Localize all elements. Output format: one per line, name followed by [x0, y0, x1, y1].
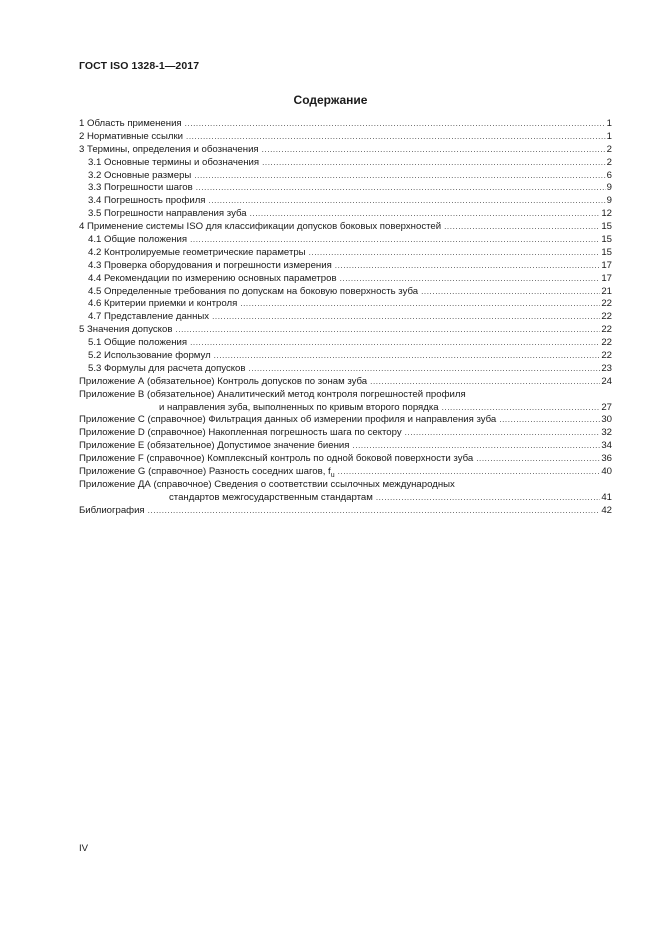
dot-leader [262, 157, 606, 170]
toc-entry[interactable] [79, 363, 612, 376]
toc-title: Содержание [293, 93, 368, 107]
dot-leader [190, 337, 600, 350]
toc-entry-page: 22 [601, 298, 612, 310]
page-number: IV [79, 843, 89, 854]
toc-entry-page: 34 [601, 440, 612, 452]
toc-entry[interactable] [79, 118, 612, 131]
toc-entry-page: 15 [601, 234, 612, 246]
dot-leader [214, 350, 601, 363]
toc-entry-page: 15 [601, 246, 612, 258]
toc-entry-text: 3.3 Погрешности шагов [88, 182, 193, 194]
document-code: ГОСТ ISO 1328-1—2017 [79, 60, 200, 72]
toc-entry-text: 5.2 Использование формул [88, 350, 211, 362]
toc-entry-first-line[interactable] [79, 389, 612, 402]
dot-leader [250, 208, 601, 221]
toc-entry-page: 30 [601, 414, 612, 426]
toc-entry-page: 12 [601, 208, 612, 220]
dot-leader [185, 118, 606, 131]
toc-entry[interactable] [79, 273, 612, 286]
table-of-contents [79, 118, 612, 518]
dot-leader [335, 260, 601, 273]
toc-entry[interactable] [79, 195, 612, 208]
toc-entry-page: 21 [601, 285, 612, 297]
toc-entry-text: стандартов межгосударственным стандартам [169, 491, 373, 503]
toc-entry[interactable] [79, 298, 612, 311]
toc-entry-continuation[interactable] [79, 492, 612, 505]
toc-entry-page: 24 [601, 375, 612, 387]
toc-entry-page: 22 [601, 324, 612, 336]
dot-leader [262, 144, 606, 157]
toc-entry-page: 17 [601, 272, 612, 284]
toc-entry-page: 41 [601, 491, 612, 503]
dot-leader [370, 376, 600, 389]
toc-entry[interactable] [79, 247, 612, 260]
toc-entry-text: 5.1 Общие положения [88, 337, 188, 349]
toc-entry[interactable] [79, 440, 612, 453]
toc-entry[interactable] [79, 286, 612, 299]
toc-entry-page: 36 [601, 453, 612, 465]
toc-entry-page: 2 [606, 143, 612, 155]
dot-leader [249, 363, 601, 376]
toc-entry[interactable] [79, 337, 612, 350]
dot-leader [340, 273, 601, 286]
toc-entry-page: 42 [601, 504, 612, 516]
toc-entry-text: 4.1 Общие положения [88, 234, 188, 246]
toc-entry-page: 22 [601, 350, 612, 362]
toc-entry-text: 4.3 Проверка оборудования и погрешности измерения [88, 259, 332, 271]
toc-entry[interactable] [79, 234, 612, 247]
toc-entry-page: 2 [606, 156, 612, 168]
toc-entry-text: 2 Нормативные ссылки [79, 130, 184, 142]
dot-leader [175, 324, 600, 337]
toc-entry-text: Приложение С (справочное) Фильтрация данных об измерении профиля и направления зуба [79, 414, 497, 426]
toc-entry-text: Библиография [79, 504, 145, 516]
toc-entry-text: 3.4 Погрешность профиля [88, 195, 206, 207]
toc-entry[interactable] [79, 221, 612, 234]
toc-entry-first-line[interactable] [79, 479, 612, 492]
toc-entry-text: 4.5 Определенные требования по допускам на боковую поверхность зуба [88, 285, 419, 297]
toc-entry-page: 1 [606, 118, 612, 129]
dot-leader [209, 195, 606, 208]
toc-entry[interactable] [79, 414, 612, 427]
dot-leader [212, 311, 600, 324]
toc-entry-text: 5.3 Формулы для расчета допусков [88, 362, 246, 374]
dot-leader [240, 298, 600, 311]
toc-entry-page: 32 [601, 427, 612, 439]
toc-entry-page: 1 [606, 130, 612, 142]
toc-entry-page: 9 [606, 195, 612, 207]
toc-entry-page: 15 [601, 221, 612, 233]
toc-entry-page: 23 [601, 362, 612, 374]
toc-entry[interactable] [79, 131, 612, 144]
toc-entry-text: 3 Термины, определения и обозначения [79, 143, 259, 155]
toc-entry[interactable] [79, 505, 612, 518]
subscript: u [330, 471, 335, 479]
dot-leader [186, 131, 606, 144]
dot-leader [194, 170, 605, 183]
toc-entry-text: 5 Значения допусков [79, 324, 173, 336]
toc-entry-text: 3.1 Основные термины и обозначения [88, 156, 260, 168]
dot-leader [442, 402, 601, 415]
dot-leader [421, 286, 600, 299]
toc-entry[interactable] [79, 144, 612, 157]
toc-entry-page: 27 [601, 401, 612, 413]
dot-leader [499, 414, 600, 427]
toc-entry-page: 40 [601, 466, 612, 478]
toc-entry-page: 17 [601, 259, 612, 271]
toc-entry[interactable] [79, 376, 612, 389]
toc-entry-text: Приложение В (обязательное) Аналитический метод контроля погрешностей профиля [79, 388, 466, 400]
toc-entry[interactable] [79, 182, 612, 195]
toc-entry[interactable] [79, 324, 612, 337]
toc-entry-text: Приложение D (справочное) Накопленная погрешность шага по сектору [79, 427, 402, 439]
toc-entry-text: 4.2 Контролируемые геометрические параметры [88, 246, 306, 258]
dot-leader [148, 505, 601, 518]
toc-entry-page: 22 [601, 311, 612, 323]
dot-leader [338, 466, 601, 479]
toc-entry-text: Приложение F (справочное) Комплексный контроль по одной боковой поверхности зуба [79, 453, 474, 465]
toc-entry-page: 6 [606, 169, 612, 181]
dot-leader [352, 440, 600, 453]
toc-entry[interactable] [79, 208, 612, 221]
toc-entry-text: 4.6 Критерии приемки и контроля [88, 298, 238, 310]
dot-leader [309, 247, 601, 260]
dot-leader [196, 182, 606, 195]
dot-leader [405, 427, 601, 440]
toc-entry[interactable] [79, 466, 612, 479]
toc-entry-page: 9 [606, 182, 612, 194]
toc-entry-text: Приложение ДА (справочное) Сведения о соответствии ссылочных международных [79, 478, 455, 490]
toc-entry[interactable] [79, 453, 612, 466]
toc-entry-text: 3.2 Основные размеры [88, 169, 192, 181]
toc-entry[interactable] [79, 170, 612, 183]
toc-entry-text: 4.7 Представление данных [88, 311, 210, 323]
toc-entry[interactable] [79, 260, 612, 273]
dot-leader [190, 234, 600, 247]
dot-leader [444, 221, 600, 234]
toc-entry-text: Приложение Е (обязательное) Допустимое значение биения [79, 440, 350, 452]
toc-entry[interactable] [79, 427, 612, 440]
toc-entry[interactable] [79, 311, 612, 324]
toc-entry-text: Приложение А (обязательное) Контроль допусков по зонам зуба [79, 375, 368, 387]
toc-entry-page: 22 [601, 337, 612, 349]
toc-entry[interactable] [79, 350, 612, 363]
dot-leader [376, 492, 600, 505]
toc-entry-text: 1 Область применения [79, 118, 182, 129]
toc-entry-main: Приложение G (справочное) Разность соседних шагов, f [79, 466, 331, 478]
toc-entry-text: 3.5 Погрешности направления зуба [88, 208, 247, 220]
toc-entry-text: 4.4 Рекомендации по измерению основных параметров [88, 272, 337, 284]
toc-entry[interactable] [79, 157, 612, 170]
toc-entry-text: и направления зуба, выполненных по кривым второго порядка [159, 401, 439, 413]
toc-entry-continuation[interactable] [79, 402, 612, 415]
toc-entry-text: 4 Применение системы ISO для классификации допусков боковых поверхностей [79, 221, 442, 233]
dot-leader [476, 453, 600, 466]
